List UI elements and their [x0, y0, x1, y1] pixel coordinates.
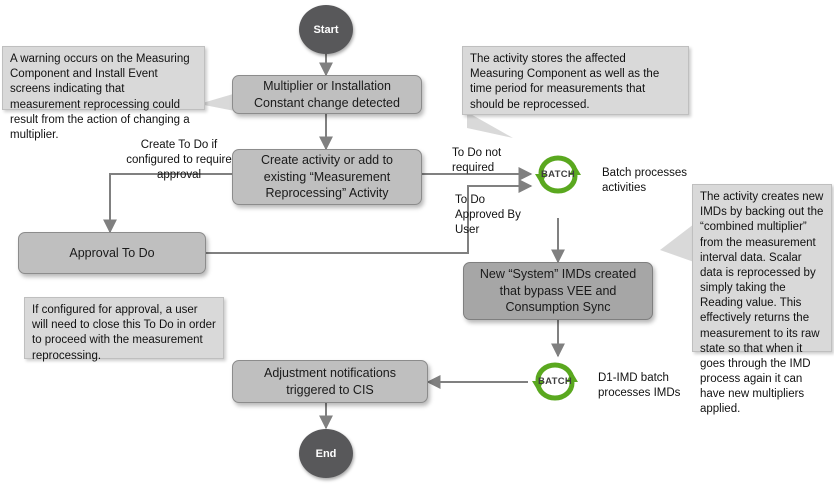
node-create-activity-label: Create activity or add to existing “Measurement Reprocessing” Activity [260, 152, 393, 201]
batch-icon-imds-label: BATCH [537, 375, 573, 387]
batch-icon-activities-label: BATCH [540, 168, 576, 180]
note-imd-creation [692, 184, 832, 416]
node-multiplier-change-detected [232, 75, 422, 114]
node-system-imds-label: New “System” IMDs created that bypass VEE and Consumption Sync [479, 266, 637, 315]
batch-activities-caption: Batch processes activities [602, 167, 688, 194]
node-adjustment-notifications-label: Adjustment notifications triggered to CIS [263, 365, 396, 397]
batch-imds-caption: D1-IMD batch processes IMDs [598, 372, 681, 399]
note-warning-text: A warning occurs on the Measuring Component and Install Event screens indicating that measurement reprocessing could result from the action of changing a multiplier. [10, 53, 190, 141]
node-approval-todo [18, 232, 206, 274]
note-imd-creation-text: The activity creates new IMDs by backing out the “combined multiplier” from the measurement interval data. Scalar data is reprocessed by simply taking the Reading value. This effectively returns the measurement to its raw state so that when it goes through the IMD process again it can have new multipliers applied. [700, 191, 824, 416]
node-multiplier-change-detected-label: Multiplier or Installation Constant change detected [254, 78, 400, 110]
node-create-activity [232, 149, 422, 205]
node-start-label: Start [313, 23, 339, 36]
note-approval-configuration [24, 297, 224, 362]
node-end-label: End [315, 447, 337, 460]
edge-label-create-todo: Create To Do if configured to require approval [126, 139, 232, 181]
note-warning-measuring-component [2, 46, 205, 141]
edge-label-todo-approved: To Do Approved By User [455, 194, 521, 236]
note-approval-text: If configured for approval, a user will need to close this To Do in order to proceed with the measurement reprocessing. [32, 304, 216, 362]
node-start [299, 5, 353, 54]
batch-icon-imds [528, 358, 582, 404]
node-adjustment-notifications [232, 360, 428, 403]
note-activity-stores-text: The activity stores the affected Measuring Component as well as the time period for measurements that should be reprocessed. [470, 53, 660, 111]
node-end [299, 429, 353, 478]
batch-icon-activities [531, 151, 585, 197]
node-approval-todo-label: Approval To Do [69, 245, 155, 260]
note-activity-stores [462, 46, 689, 115]
node-system-imds [463, 262, 653, 320]
edge-label-todo-not-required: To Do not required [452, 147, 502, 174]
